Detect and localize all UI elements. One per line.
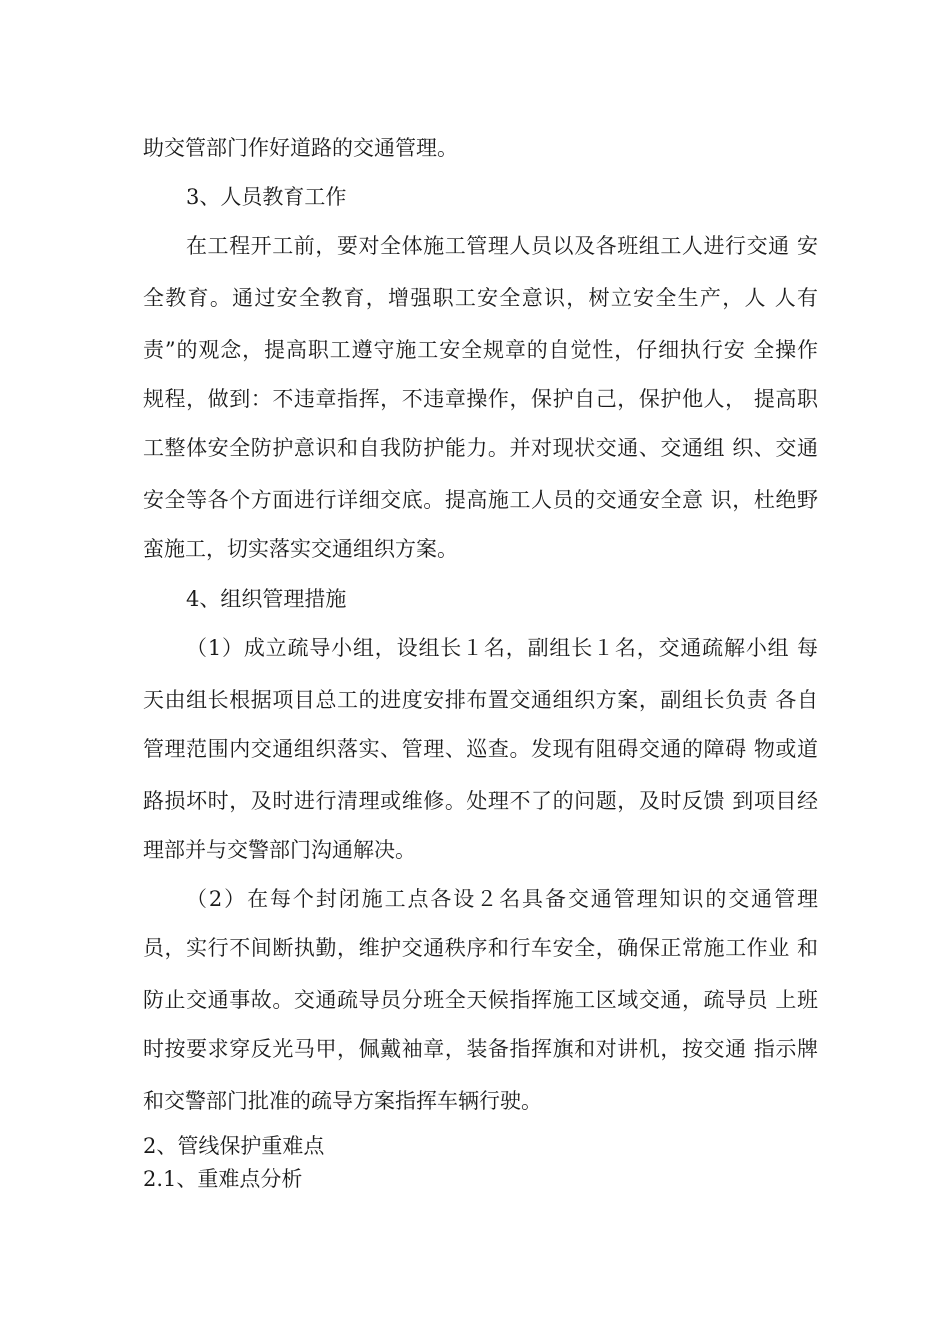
text-line-13: 管理范围内交通组织落实、管理、巡查。发现有阻碍交通的障碍 物或道 xyxy=(143,737,818,761)
section-heading-3: 3、人员教育工作 xyxy=(186,185,347,209)
text-line-12: 天由组长根据项目总工的进度安排布置交通组织方案，副组长负责 各自 xyxy=(143,688,818,712)
text-line-3: 在工程开工前，要对全体施工管理人员以及各班组工人进行交通 安 xyxy=(186,234,818,258)
text-line-20: 和交警部门批准的疏导方案指挥车辆行驶。 xyxy=(143,1089,542,1113)
text-line-14: 路损坏时，及时进行清理或维修。处理不了的问题，及时反馈 到项目经 xyxy=(143,789,818,813)
text-line-1: 助交管部门作好道路的交通管理。 xyxy=(143,136,458,160)
text-line-7: 工整体安全防护意识和自我防护能力。并对现状交通、交通组 织、交通 xyxy=(143,436,818,460)
section-heading-2: 2、管线保护重难点 xyxy=(143,1134,325,1158)
text-line-6: 规程，做到：不违章指挥，不违章操作，保护自己，保护他人， 提高职 xyxy=(143,387,818,411)
text-line-5: 责”的观念，提高职工遵守施工安全规章的自觉性，仔细执行安 全操作 xyxy=(143,338,818,362)
text-line-8: 安全等各个方面进行详细交底。提高施工人员的交通安全意 识，杜绝野 xyxy=(143,488,818,512)
section-heading-4: 4、组织管理措施 xyxy=(186,587,347,611)
text-line-15: 理部并与交警部门沟通解决。 xyxy=(143,838,416,862)
subsection-heading-2-1: 2.1、重难点分析 xyxy=(143,1167,303,1191)
text-line-4: 全教育。通过安全教育，增强职工安全意识，树立安全生产，人 人有 xyxy=(143,286,818,310)
text-line-11: （1）成立疏导小组，设组长１名，副组长１名，交通疏解小组 每 xyxy=(186,636,818,660)
text-line-17: 员，实行不间断执勤，维护交通秩序和行车安全，确保正常施工作业 和 xyxy=(143,936,818,960)
text-line-19: 时按要求穿反光马甲，佩戴袖章，装备指挥旗和对讲机，按交通 指示牌 xyxy=(143,1037,818,1061)
text-line-16: （2）在每个封闭施工点各设２名具备交通管理知识的交通管理 xyxy=(186,887,818,911)
text-line-18: 防止交通事故。交通疏导员分班全天候指挥施工区域交通，疏导员 上班 xyxy=(143,988,818,1012)
text-line-9: 蛮施工，切实落实交通组织方案。 xyxy=(143,537,458,561)
